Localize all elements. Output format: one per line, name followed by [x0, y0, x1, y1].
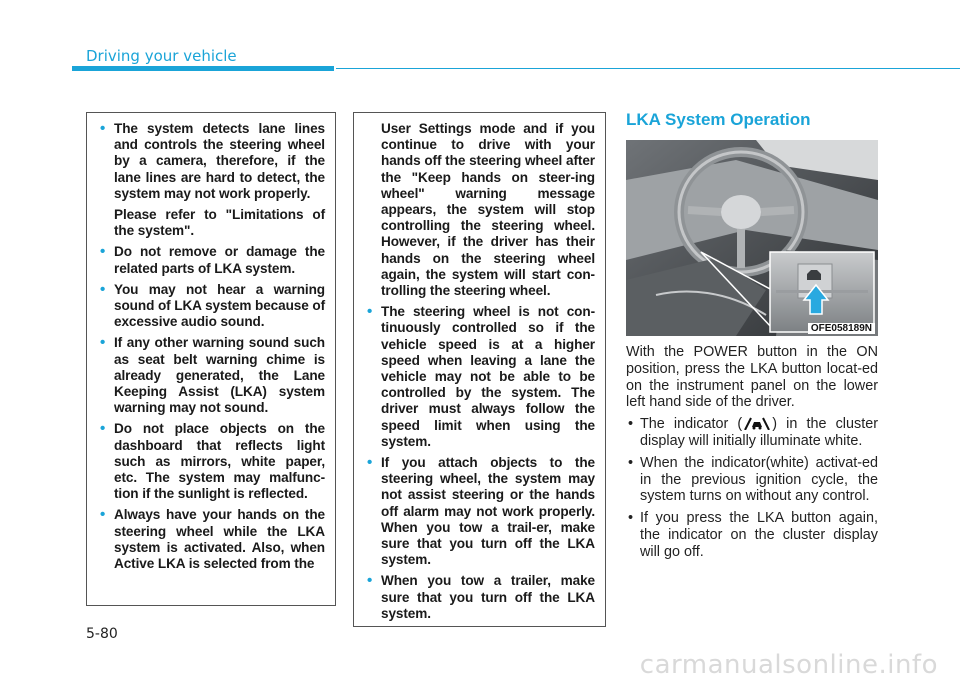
- section-title: LKA System Operation: [626, 110, 811, 129]
- warning-text: Always have your hands on the steering wheel while the LKA system is activated. Also, when Active LKA is selected from the: [114, 507, 325, 572]
- bullet-dot-icon: •: [100, 120, 106, 137]
- bullet1-after: ) in the cluster display will initially illuminate white.: [640, 416, 878, 449]
- warning-text: The system detects lane lines and controls the steering wheel by a camera, therefore, if the lane lines are hard to detect, the system may not work properly.: [114, 121, 325, 201]
- list-item: [626, 416, 878, 450]
- warning-box-left: [86, 112, 336, 606]
- list-item: [364, 455, 595, 568]
- bullet-dot-icon: •: [628, 454, 634, 471]
- bullet-dot-icon: •: [628, 510, 634, 527]
- warning-text: You may not hear a warning sound of LKA system because of excessive audio sound.: [114, 281, 326, 330]
- bullet1-before: The indicator (: [640, 416, 743, 433]
- bullet-dot-icon: •: [100, 420, 106, 438]
- header-title: Driving your vehicle: [86, 47, 237, 65]
- list-item: [364, 304, 595, 450]
- warning-text: When you tow a trailer, make sure that you turn off the LKA system.: [381, 573, 595, 621]
- header-rule-thin: [336, 68, 960, 69]
- warning-text: Do not remove or damage the related parts of LKA system.: [114, 244, 325, 276]
- watermark: carmanualsonline.info: [639, 650, 938, 680]
- list-item: [626, 455, 878, 505]
- operation-bullets: [626, 416, 878, 560]
- lka-indicator-icon: [742, 416, 772, 430]
- list-item: [97, 507, 325, 572]
- bullet-dot-icon: •: [100, 506, 106, 524]
- lka-button-figure: [626, 140, 878, 336]
- warning-box-right: [353, 112, 606, 627]
- list-item: [97, 282, 325, 331]
- bullet3-text: If you press the LKA button again, the indicator on the cluster display will go off.: [640, 510, 878, 560]
- warning-list-left: [97, 121, 325, 572]
- warning-text: The steering wheel is not con-tinuously controlled so if the vehicle speed is at a higher speed when leaving a lane the vehicle may not be able to be controlled by the system. The driver must always follow the speed limit when using the system.: [381, 304, 595, 449]
- list-item: [97, 121, 325, 239]
- bullet-dot-icon: •: [367, 572, 373, 590]
- intro-paragraph: With the POWER button in the ON position, press the LKA button locat-ed on the instrument panel on the lower left hand side of the driver.: [626, 344, 878, 411]
- bullet-dot-icon: •: [100, 334, 106, 352]
- warning-list-right: [364, 304, 595, 622]
- list-item: [97, 244, 325, 276]
- body-text-column: [626, 344, 878, 566]
- bullet-dot-icon: •: [100, 243, 106, 261]
- page-number: 5-80: [86, 626, 118, 642]
- warning-text: If any other warning sound such as seat belt warning chime is already generated, the Lane Keeping Assist (LKA) system warning may not sound.: [114, 335, 325, 416]
- list-item: [364, 573, 595, 622]
- warning-continuation: User Settings mode and if you continue to drive with your hands off the steering wheel after the "Keep hands on steer-ing wheel" warning message appears, the system will stop controlling the steering wheel. However, if the driver has their hands on the steering wheel again, the system will start con-trolling the steering wheel.: [381, 121, 595, 299]
- bullet-dot-icon: •: [100, 280, 106, 298]
- list-item: [97, 335, 325, 416]
- bullet-dot-icon: •: [367, 454, 373, 472]
- bullet-dot-icon: •: [628, 416, 634, 433]
- bullet2-text: When the indicator(white) activat-ed in the previous ignition cycle, the system turns on without any control.: [640, 454, 878, 505]
- list-item: [97, 421, 325, 502]
- list-item: [626, 510, 878, 560]
- warning-text: Do not place objects on the dashboard that reflects light such as mirrors, white paper, etc. The system may malfunc-tion if the sunlight is reflected.: [114, 421, 325, 502]
- warning-text: If you attach objects to the steering wheel, the system may not assist steering or the hands off alarm may not work properly. When you tow a trail-er, make sure that you turn off the LKA system.: [381, 455, 595, 568]
- bullet-dot-icon: •: [367, 303, 373, 321]
- warning-text: Please refer to "Limitations of the system".: [114, 207, 325, 239]
- dashboard-illustration: [626, 140, 878, 336]
- figure-code: OFE058189N: [808, 323, 875, 334]
- header-rule-thick: [72, 66, 334, 71]
